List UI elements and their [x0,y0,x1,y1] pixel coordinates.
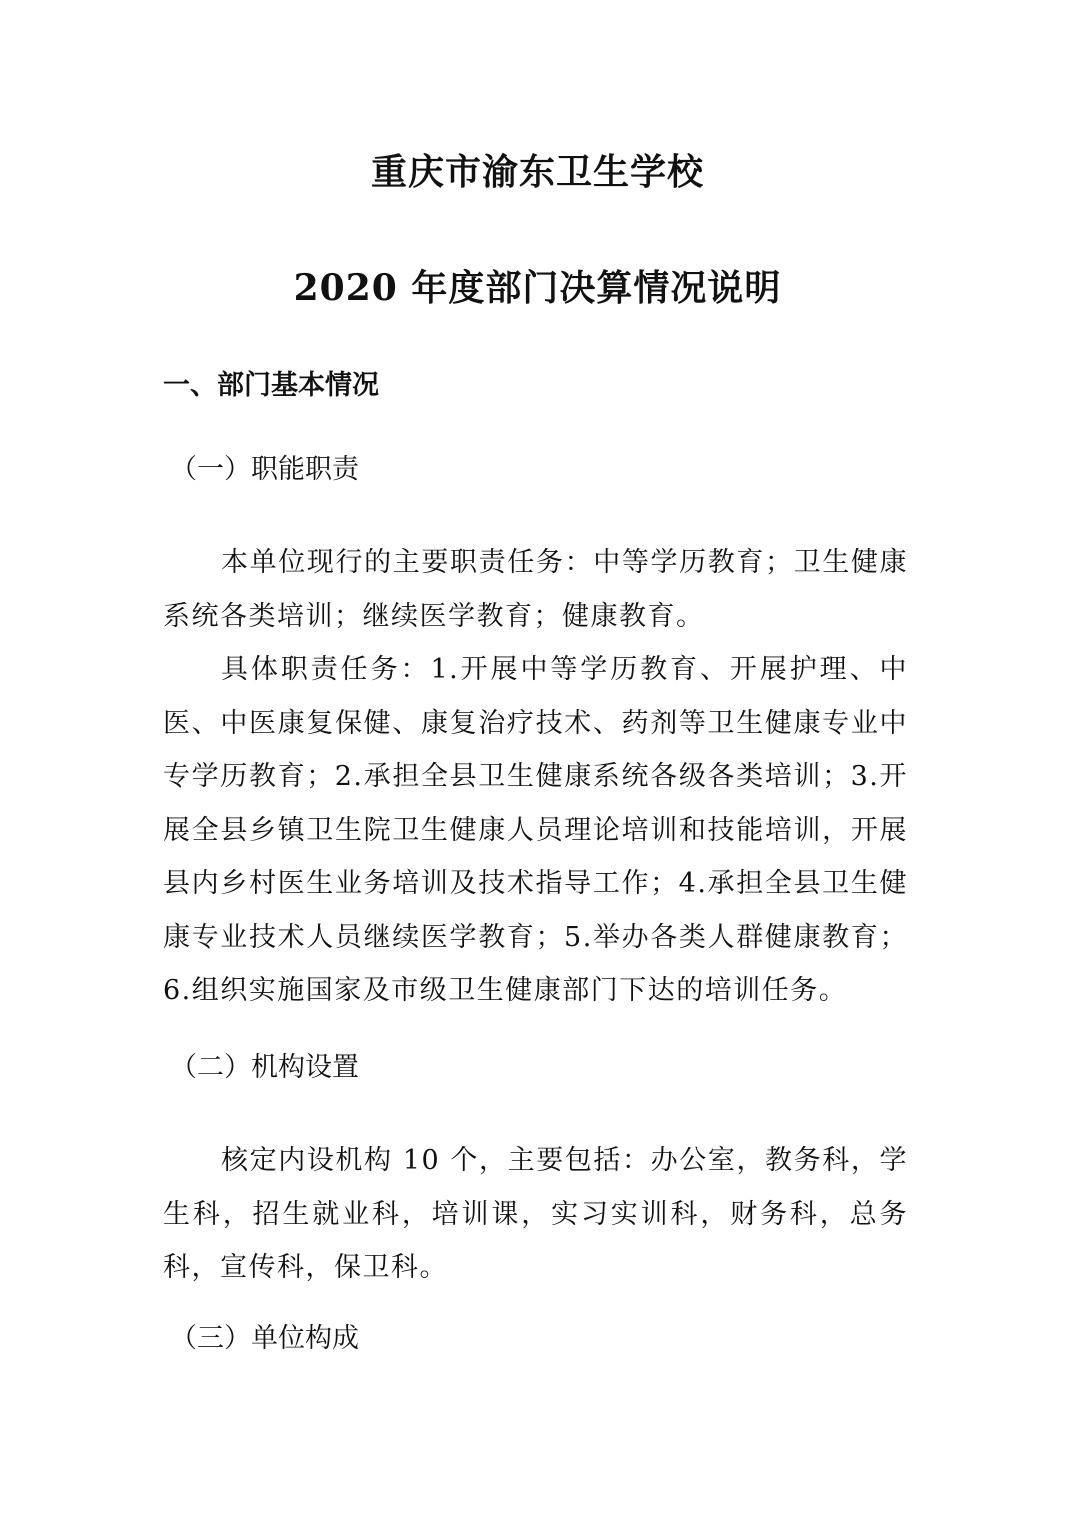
paragraph-organization: 核定内设机构 10 个，主要包括：办公室，教务科，学生科，招生就业科，培训课，实习实训科，财务科，总务科，宣传科，保卫科。 [163,1145,908,1283]
subsection-heading-organization: （二）机构设置 [170,1052,359,1083]
subsection-heading-composition: （三）单位构成 [170,1323,359,1354]
subsection-heading-duties: （一）职能职责 [170,454,359,485]
paragraph-specific-duties: 具体职责任务：1.开展中等学历教育、开展护理、中医、中医康复保健、康复治疗技术、药剂等卫生健康专业中专学历教育；2.承担全县卫生健康系统各级各类培训；3.开展全县乡镇卫生院卫生健康人员理论培训和技能培训，开展县内乡村医生业务培训及技术指导工作；4.承担全县卫生健康专业技术人员继续医学教育；5.举办各类人群健康教育；6.组织实施国家及市级卫生健康部门下达的培训任务。 [163,654,908,1006]
paragraph-main-duties: 本单位现行的主要职责任务：中等学历教育；卫生健康系统各类培训；继续医学教育；健康教育。 [163,547,908,632]
section-heading-basic-info: 一、部门基本情况 [163,370,379,401]
document-title-report: 2020 年度部门决算情况说明 [293,267,782,309]
document-title-school: 重庆市渝东卫生学校 [370,151,704,193]
